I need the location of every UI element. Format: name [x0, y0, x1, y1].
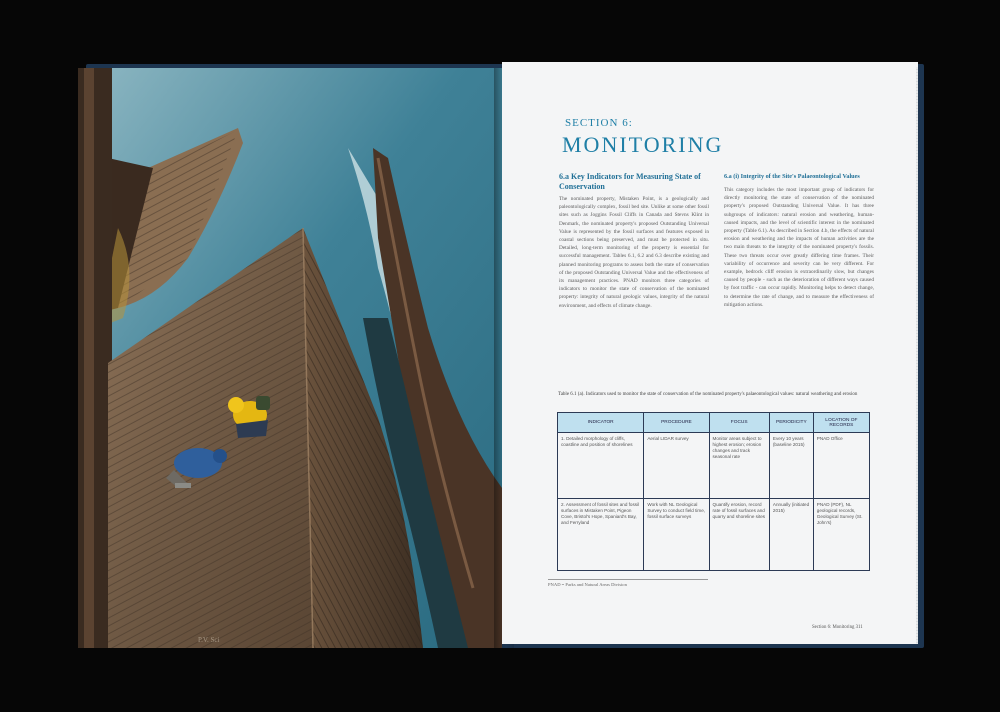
col-header-focus: FOCUS [709, 413, 769, 433]
section-title: MONITORING [562, 132, 724, 157]
page-edges [916, 67, 918, 644]
left-column-heading: 6.a Key Indicators for Measuring State of Conservation [559, 172, 701, 191]
table-row [558, 433, 870, 499]
section-label: SECTION 6: [565, 117, 633, 129]
col-header-procedure: PROCEDURE [644, 413, 709, 433]
col-header-indicator: INDICATOR [558, 413, 644, 433]
open-book [78, 60, 926, 650]
text-page [502, 62, 918, 644]
right-column-heading: 6.a (i) Integrity of the Site's Palaeontological Values [724, 173, 860, 180]
table-header-row [558, 413, 870, 433]
table-cell: 1. Detailed morphology of cliffs, coastline and position of shorelines [558, 433, 644, 499]
table-row [558, 499, 870, 571]
left-column-body: The nominated property, Mistaken Point, is a geologically and paleontologically complex, fossil bed site. Unlike at some other fossil sites such as Joggins Fossil Cliffs in Canada and Stevns Klint in Denmark, the nominated property's proposed Outstanding Universal Value is represented by the fossil surfaces and features exposed in coastal sections being preserved, and must be protected in situ. Detailed, long-term monitoring of the property is essential for successful management. Tables 6.1, 6.2 and 6.3 describe existing and planned monitoring programs to assess both the state of conservation of the proposed Outstanding Universal Value and the effectiveness of its management practices. PNAD monitors three categories of indicators to monitor the state of conservation of the nominated property: integrity of natural geologic values, integrity of the natural environment, and effects of climate change. [559, 196, 709, 309]
table-cell: Every 10 years (baseline 2015) [769, 433, 813, 499]
table-cell: Quantify erosion, record rate of fossil surfaces and quarry and shoreline sites [709, 499, 769, 571]
photo-page [78, 68, 502, 648]
table-cell: PNAD (PDF), NL geological records, Geological Survey (St. John's) [813, 499, 869, 571]
footnote-rule [548, 579, 708, 580]
page-footer: Section 6: Monitoring 311 [812, 625, 863, 630]
right-column-body: This category includes the most important group of indicators for directly monitoring the state of conservation of the nominated property's proposed Outstanding Universal Value. It has three subgroups of indicators: natural erosion and weathering, human-caused impacts, and the level of scientific interest in the nominated property (Table 6.1). As described in Section 4.b, the effects of natural erosion and weathering and the impacts of human activities are the two main threats to the integrity of the nominated property's fossils. These two threats occur over greatly differing time frames. Their variability of occurrence and severity can be very different. For example, bedrock cliff erosion is extraordinarily slow, but changes caused by people - such as the deterioration of different ways caused by foot traffic - can occur rapidly. Monitoring helps to detect change, to determine the rate of change, and to measure the effectiveness of mitigation actions. [724, 187, 874, 308]
coastal-cliff-photo [78, 68, 502, 648]
photo-signature: P.V. Sci [198, 636, 220, 644]
footnote: PNAD = Parks and Natural Areas Division [548, 582, 627, 587]
table-caption: Table 6.1 (a). Indicators used to monitor the state of conservation of the nominated property's palaeontological values: natural weathering and erosion [558, 392, 858, 397]
table-cell: PNAD Office [813, 433, 869, 499]
table-cell: 2. Assessment of fossil sites and fossil surfaces in Mistaken Point, Pigeon Cove, Bristol's Hope, Spaniard's Bay, and Ferryland [558, 499, 644, 571]
table-cell: Monitor areas subject to highest erosion; erosion changes and track seasonal rate [709, 433, 769, 499]
table-cell: Annually (initiated 2015) [769, 499, 813, 571]
monitoring-table [557, 412, 870, 571]
col-header-periodicity: PERIODICITY [769, 413, 813, 433]
table-cell: Work with NL Geological Survey to conduct field time, fossil surface surveys [644, 499, 709, 571]
col-header-location: LOCATION OF RECORDS [813, 413, 869, 433]
table-cell: Aerial LIDAR survey [644, 433, 709, 499]
